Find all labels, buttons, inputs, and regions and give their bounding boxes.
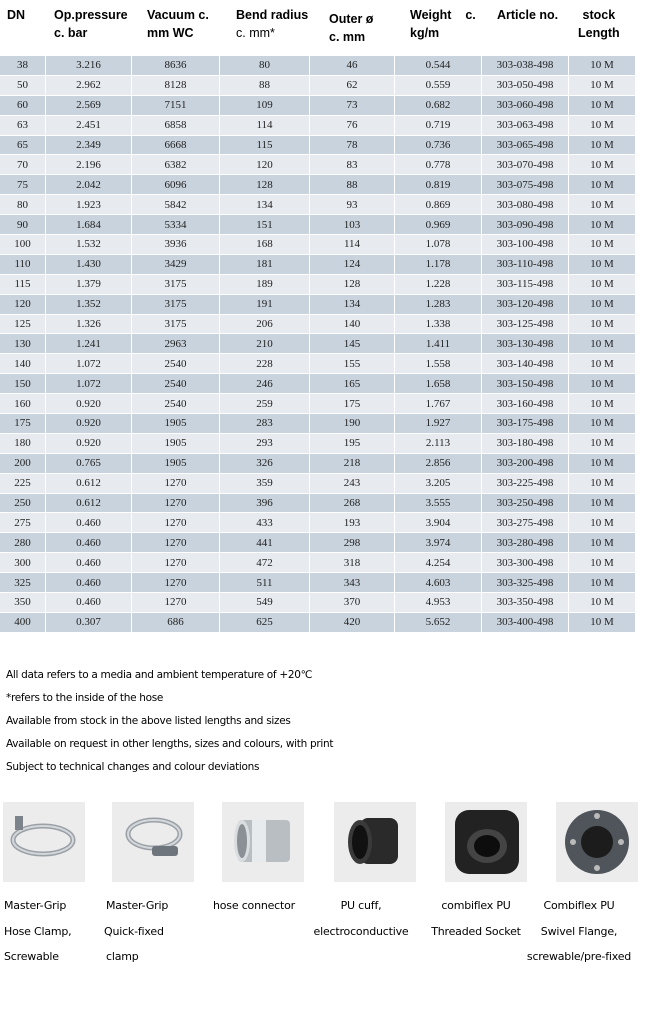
table-cell: 1270: [132, 533, 220, 553]
table-cell: 83: [310, 155, 395, 175]
table-cell: 303-160-498: [482, 394, 569, 414]
header-article-no: Article no.: [497, 8, 559, 22]
table-cell: 0.736: [395, 136, 482, 156]
table-cell: 303-275-498: [482, 513, 569, 533]
table-cell: 228: [220, 354, 310, 374]
table-cell: 10 M: [569, 136, 636, 156]
table-row: [0, 56, 649, 76]
table-cell: 110: [0, 255, 46, 275]
header-vacuum: Vacuum c. mm WC: [147, 8, 209, 40]
table-cell: 10 M: [569, 96, 636, 116]
table-cell: 10 M: [569, 593, 636, 613]
table-cell: 10 M: [569, 454, 636, 474]
table-row: [0, 275, 649, 295]
table-cell: 206: [220, 315, 310, 335]
table-cell: 10 M: [569, 513, 636, 533]
table-row: [0, 573, 649, 593]
table-cell: 124: [310, 255, 395, 275]
table-cell: 134: [220, 195, 310, 215]
table-cell: 243: [310, 474, 395, 494]
table-cell: 0.460: [46, 593, 132, 613]
table-cell: 686: [132, 613, 220, 633]
table-cell: 300: [0, 553, 46, 573]
table-cell: 303-250-498: [482, 494, 569, 514]
table-cell: 6858: [132, 116, 220, 136]
table-cell: 195: [310, 434, 395, 454]
table-cell: 1270: [132, 573, 220, 593]
table-cell: 120: [220, 155, 310, 175]
table-cell: 1.326: [46, 315, 132, 335]
table-row: [0, 215, 649, 235]
table-cell: 93: [310, 195, 395, 215]
table-cell: 193: [310, 513, 395, 533]
header-bend-radius: Bend radius c. mm*: [236, 8, 309, 40]
table-cell: 303-130-498: [482, 334, 569, 354]
header-weight: Weight c. kg/m: [410, 8, 476, 40]
table-cell: 150: [0, 374, 46, 394]
table-cell: 2.113: [395, 434, 482, 454]
table-cell: 1.658: [395, 374, 482, 394]
table-cell: 3175: [132, 275, 220, 295]
table-cell: 10 M: [569, 235, 636, 255]
table-cell: 303-110-498: [482, 255, 569, 275]
table-row: [0, 96, 649, 116]
table-cell: 1.178: [395, 255, 482, 275]
table-cell: 191: [220, 295, 310, 315]
table-cell: 280: [0, 533, 46, 553]
table-cell: 283: [220, 414, 310, 434]
table-row: [0, 175, 649, 195]
table-cell: 2.962: [46, 76, 132, 96]
table-cell: 76: [310, 116, 395, 136]
table-cell: 0.460: [46, 553, 132, 573]
table-cell: 303-050-498: [482, 76, 569, 96]
table-cell: 511: [220, 573, 310, 593]
table-header: [0, 0, 649, 56]
table-cell: 130: [0, 334, 46, 354]
table-cell: 303-125-498: [482, 315, 569, 335]
table-cell: 62: [310, 76, 395, 96]
table-cell: 1.352: [46, 295, 132, 315]
hose-connector-icon: [222, 802, 304, 882]
table-cell: 165: [310, 374, 395, 394]
table-cell: 1.379: [46, 275, 132, 295]
table-cell: 2540: [132, 394, 220, 414]
table-cell: 10 M: [569, 374, 636, 394]
table-cell: 1270: [132, 494, 220, 514]
table-cell: 175: [0, 414, 46, 434]
table-cell: 298: [310, 533, 395, 553]
note-item: Available from stock in the above listed lengths and sizes: [6, 715, 291, 727]
table-cell: 3.216: [46, 56, 132, 76]
table-cell: 114: [310, 235, 395, 255]
table-cell: 303-280-498: [482, 533, 569, 553]
table-row: [0, 116, 649, 136]
table-cell: 10 M: [569, 315, 636, 335]
table-cell: 38: [0, 56, 46, 76]
table-cell: 128: [310, 275, 395, 295]
table-cell: 433: [220, 513, 310, 533]
table-cell: 0.969: [395, 215, 482, 235]
table-cell: 303-038-498: [482, 56, 569, 76]
table-cell: 4.254: [395, 553, 482, 573]
table-cell: 549: [220, 593, 310, 613]
table-cell: 250: [0, 494, 46, 514]
table-cell: 6668: [132, 136, 220, 156]
table-cell: 2.349: [46, 136, 132, 156]
table-row: [0, 235, 649, 255]
table-cell: 10 M: [569, 195, 636, 215]
table-cell: 303-090-498: [482, 215, 569, 235]
table-cell: 10 M: [569, 394, 636, 414]
table-row: [0, 494, 649, 514]
table-cell: 75: [0, 175, 46, 195]
table-cell: 128: [220, 175, 310, 195]
table-cell: 10 M: [569, 533, 636, 553]
table-cell: 343: [310, 573, 395, 593]
table-cell: 3.974: [395, 533, 482, 553]
table-cell: 6096: [132, 175, 220, 195]
table-cell: 10 M: [569, 255, 636, 275]
table-cell: 0.819: [395, 175, 482, 195]
table-row: [0, 195, 649, 215]
table-cell: 1905: [132, 434, 220, 454]
table-cell: 60: [0, 96, 46, 116]
header-op-pressure: Op.pressure c. bar: [54, 8, 128, 40]
table-cell: 303-225-498: [482, 474, 569, 494]
table-cell: 303-350-498: [482, 593, 569, 613]
note-item: *refers to the inside of the hose: [6, 692, 164, 704]
header-stock-length: stock Length: [578, 8, 620, 40]
table-cell: 100: [0, 235, 46, 255]
table-row: [0, 434, 649, 454]
table-cell: 0.460: [46, 573, 132, 593]
table-cell: 0.869: [395, 195, 482, 215]
table-cell: 78: [310, 136, 395, 156]
table-cell: 1270: [132, 553, 220, 573]
pu-cuff-icon: [334, 802, 416, 882]
table-cell: 0.559: [395, 76, 482, 96]
notes-list: [6, 664, 333, 779]
table-cell: 1270: [132, 593, 220, 613]
table-cell: 1.338: [395, 315, 482, 335]
table-cell: 10 M: [569, 175, 636, 195]
note-item: All data refers to a media and ambient temperature of +20℃: [6, 669, 313, 681]
table-cell: 10 M: [569, 494, 636, 514]
table-cell: 145: [310, 334, 395, 354]
table-cell: 10 M: [569, 414, 636, 434]
table-cell: 8128: [132, 76, 220, 96]
table-body: [0, 56, 649, 633]
table-cell: 3936: [132, 235, 220, 255]
table-cell: 160: [0, 394, 46, 414]
table-cell: 5334: [132, 215, 220, 235]
table-cell: 303-065-498: [482, 136, 569, 156]
table-cell: 1.532: [46, 235, 132, 255]
table-cell: 303-300-498: [482, 553, 569, 573]
table-cell: 303-140-498: [482, 354, 569, 374]
table-cell: 326: [220, 454, 310, 474]
table-cell: 0.920: [46, 434, 132, 454]
table-cell: 1270: [132, 513, 220, 533]
table-cell: 10 M: [569, 76, 636, 96]
table-row: [0, 295, 649, 315]
note-item: Available on request in other lengths, sizes and colours, with print: [6, 738, 334, 750]
table-cell: 8636: [132, 56, 220, 76]
table-cell: 1905: [132, 454, 220, 474]
table-cell: 1905: [132, 414, 220, 434]
caption-pu-cuff: PU cuff, electroconductive: [313, 899, 409, 938]
table-cell: 225: [0, 474, 46, 494]
table-cell: 10 M: [569, 474, 636, 494]
table-cell: 10 M: [569, 275, 636, 295]
caption-swivel-flange: Combiflex PU Swivel Flange, screwable/pre-fixed: [526, 899, 632, 963]
table-cell: 318: [310, 553, 395, 573]
table-cell: 3175: [132, 295, 220, 315]
table-row: [0, 136, 649, 156]
table-row: [0, 533, 649, 553]
table-cell: 168: [220, 235, 310, 255]
table-cell: 114: [220, 116, 310, 136]
table-cell: 70: [0, 155, 46, 175]
table-cell: 10 M: [569, 354, 636, 374]
threaded-socket-icon: [445, 802, 527, 882]
table-cell: 0.778: [395, 155, 482, 175]
table-cell: 1.078: [395, 235, 482, 255]
table-cell: 210: [220, 334, 310, 354]
table-cell: 1.072: [46, 374, 132, 394]
table-cell: 0.920: [46, 394, 132, 414]
table-cell: 303-150-498: [482, 374, 569, 394]
table-cell: 303-060-498: [482, 96, 569, 116]
table-row: [0, 354, 649, 374]
table-cell: 303-175-498: [482, 414, 569, 434]
table-row: [0, 334, 649, 354]
table-cell: 1.923: [46, 195, 132, 215]
table-cell: 80: [0, 195, 46, 215]
table-cell: 350: [0, 593, 46, 613]
table-cell: 303-325-498: [482, 573, 569, 593]
table-cell: 10 M: [569, 295, 636, 315]
table-cell: 472: [220, 553, 310, 573]
table-cell: 0.682: [395, 96, 482, 116]
table-cell: 293: [220, 434, 310, 454]
table-cell: 1.684: [46, 215, 132, 235]
table-cell: 1.072: [46, 354, 132, 374]
table-cell: 303-115-498: [482, 275, 569, 295]
table-cell: 2.451: [46, 116, 132, 136]
table-cell: 441: [220, 533, 310, 553]
table-cell: 109: [220, 96, 310, 116]
table-cell: 151: [220, 215, 310, 235]
table-cell: 0.719: [395, 116, 482, 136]
table-row: [0, 593, 649, 613]
header-outer-diameter: Outer ø c. mm: [329, 12, 374, 44]
table-row: [0, 315, 649, 335]
header-dn: DN: [7, 8, 26, 22]
hose-clamp-quick-fixed-icon: [112, 802, 194, 882]
table-cell: 396: [220, 494, 310, 514]
table-cell: 7151: [132, 96, 220, 116]
table-cell: 370: [310, 593, 395, 613]
table-row: [0, 414, 649, 434]
swivel-flange-icon: [556, 802, 638, 882]
table-cell: 10 M: [569, 155, 636, 175]
table-cell: 246: [220, 374, 310, 394]
table-cell: 325: [0, 573, 46, 593]
table-cell: 134: [310, 295, 395, 315]
table-cell: 3.555: [395, 494, 482, 514]
table-cell: 2.196: [46, 155, 132, 175]
table-cell: 275: [0, 513, 46, 533]
table-cell: 10 M: [569, 334, 636, 354]
table-cell: 400: [0, 613, 46, 633]
table-cell: 0.612: [46, 494, 132, 514]
table-cell: 1270: [132, 474, 220, 494]
table-cell: 3429: [132, 255, 220, 275]
table-cell: 65: [0, 136, 46, 156]
table-cell: 10 M: [569, 215, 636, 235]
caption-threaded-socket: combiflex PU Threaded Socket: [431, 899, 521, 938]
table-cell: 10 M: [569, 553, 636, 573]
table-cell: 303-080-498: [482, 195, 569, 215]
table-cell: 88: [310, 175, 395, 195]
table-cell: 303-200-498: [482, 454, 569, 474]
table-row: [0, 474, 649, 494]
table-cell: 10 M: [569, 434, 636, 454]
table-cell: 175: [310, 394, 395, 414]
table-cell: 2.856: [395, 454, 482, 474]
table-cell: 0.765: [46, 454, 132, 474]
caption-hose-clamp-screwable: Master-Grip Hose Clamp, Screwable: [4, 899, 72, 963]
table-row: [0, 613, 649, 633]
table-row: [0, 255, 649, 275]
table-cell: 88: [220, 76, 310, 96]
table-cell: 5842: [132, 195, 220, 215]
table-cell: 0.544: [395, 56, 482, 76]
table-cell: 50: [0, 76, 46, 96]
table-cell: 303-120-498: [482, 295, 569, 315]
table-cell: 259: [220, 394, 310, 414]
table-cell: 1.767: [395, 394, 482, 414]
accessory-images: [0, 802, 649, 882]
table-cell: 1.430: [46, 255, 132, 275]
table-cell: 0.612: [46, 474, 132, 494]
table-cell: 140: [310, 315, 395, 335]
table-cell: 181: [220, 255, 310, 275]
table-cell: 103: [310, 215, 395, 235]
table-row: [0, 76, 649, 96]
table-cell: 10 M: [569, 56, 636, 76]
table-cell: 2.042: [46, 175, 132, 195]
table-cell: 1.228: [395, 275, 482, 295]
table-cell: 125: [0, 315, 46, 335]
table-cell: 115: [0, 275, 46, 295]
table-cell: 2963: [132, 334, 220, 354]
table-cell: 10 M: [569, 116, 636, 136]
table-cell: 1.283: [395, 295, 482, 315]
table-cell: 303-075-498: [482, 175, 569, 195]
table-cell: 3.904: [395, 513, 482, 533]
table-cell: 6382: [132, 155, 220, 175]
table-cell: 2540: [132, 374, 220, 394]
table-cell: 625: [220, 613, 310, 633]
table-cell: 46: [310, 56, 395, 76]
caption-hose-connector: hose connector: [213, 899, 295, 912]
table-row: [0, 394, 649, 414]
table-cell: 218: [310, 454, 395, 474]
table-row: [0, 513, 649, 533]
table-cell: 0.460: [46, 513, 132, 533]
table-cell: 155: [310, 354, 395, 374]
table-row: [0, 155, 649, 175]
caption-hose-clamp-quick-fixed: Master-Grip Quick-fixed clamp: [104, 899, 169, 963]
table-cell: 268: [310, 494, 395, 514]
table-cell: 189: [220, 275, 310, 295]
table-cell: 10 M: [569, 613, 636, 633]
table-cell: 5.652: [395, 613, 482, 633]
table-cell: 90: [0, 215, 46, 235]
table-cell: 200: [0, 454, 46, 474]
table-cell: 140: [0, 354, 46, 374]
table-cell: 0.920: [46, 414, 132, 434]
table-cell: 2.569: [46, 96, 132, 116]
table-cell: 4.953: [395, 593, 482, 613]
table-cell: 1.411: [395, 334, 482, 354]
note-item: Subject to technical changes and colour deviations: [6, 761, 260, 773]
table-cell: 63: [0, 116, 46, 136]
table-cell: 303-100-498: [482, 235, 569, 255]
table-cell: 303-180-498: [482, 434, 569, 454]
table-cell: 3.205: [395, 474, 482, 494]
table-cell: 1.241: [46, 334, 132, 354]
table-cell: 115: [220, 136, 310, 156]
table-cell: 0.460: [46, 533, 132, 553]
table-cell: 303-400-498: [482, 613, 569, 633]
table-cell: 73: [310, 96, 395, 116]
table-cell: 2540: [132, 354, 220, 374]
hose-clamp-screwable-icon: [3, 802, 85, 882]
table-cell: 1.558: [395, 354, 482, 374]
table-cell: 190: [310, 414, 395, 434]
table-cell: 10 M: [569, 573, 636, 593]
table-cell: 80: [220, 56, 310, 76]
table-cell: 303-070-498: [482, 155, 569, 175]
table-row: [0, 374, 649, 394]
table-cell: 0.307: [46, 613, 132, 633]
table-cell: 4.603: [395, 573, 482, 593]
table-cell: 120: [0, 295, 46, 315]
table-cell: 420: [310, 613, 395, 633]
table-cell: 303-063-498: [482, 116, 569, 136]
table-cell: 359: [220, 474, 310, 494]
table-cell: 3175: [132, 315, 220, 335]
table-cell: 180: [0, 434, 46, 454]
table-row: [0, 553, 649, 573]
table-cell: 1.927: [395, 414, 482, 434]
table-row: [0, 454, 649, 474]
